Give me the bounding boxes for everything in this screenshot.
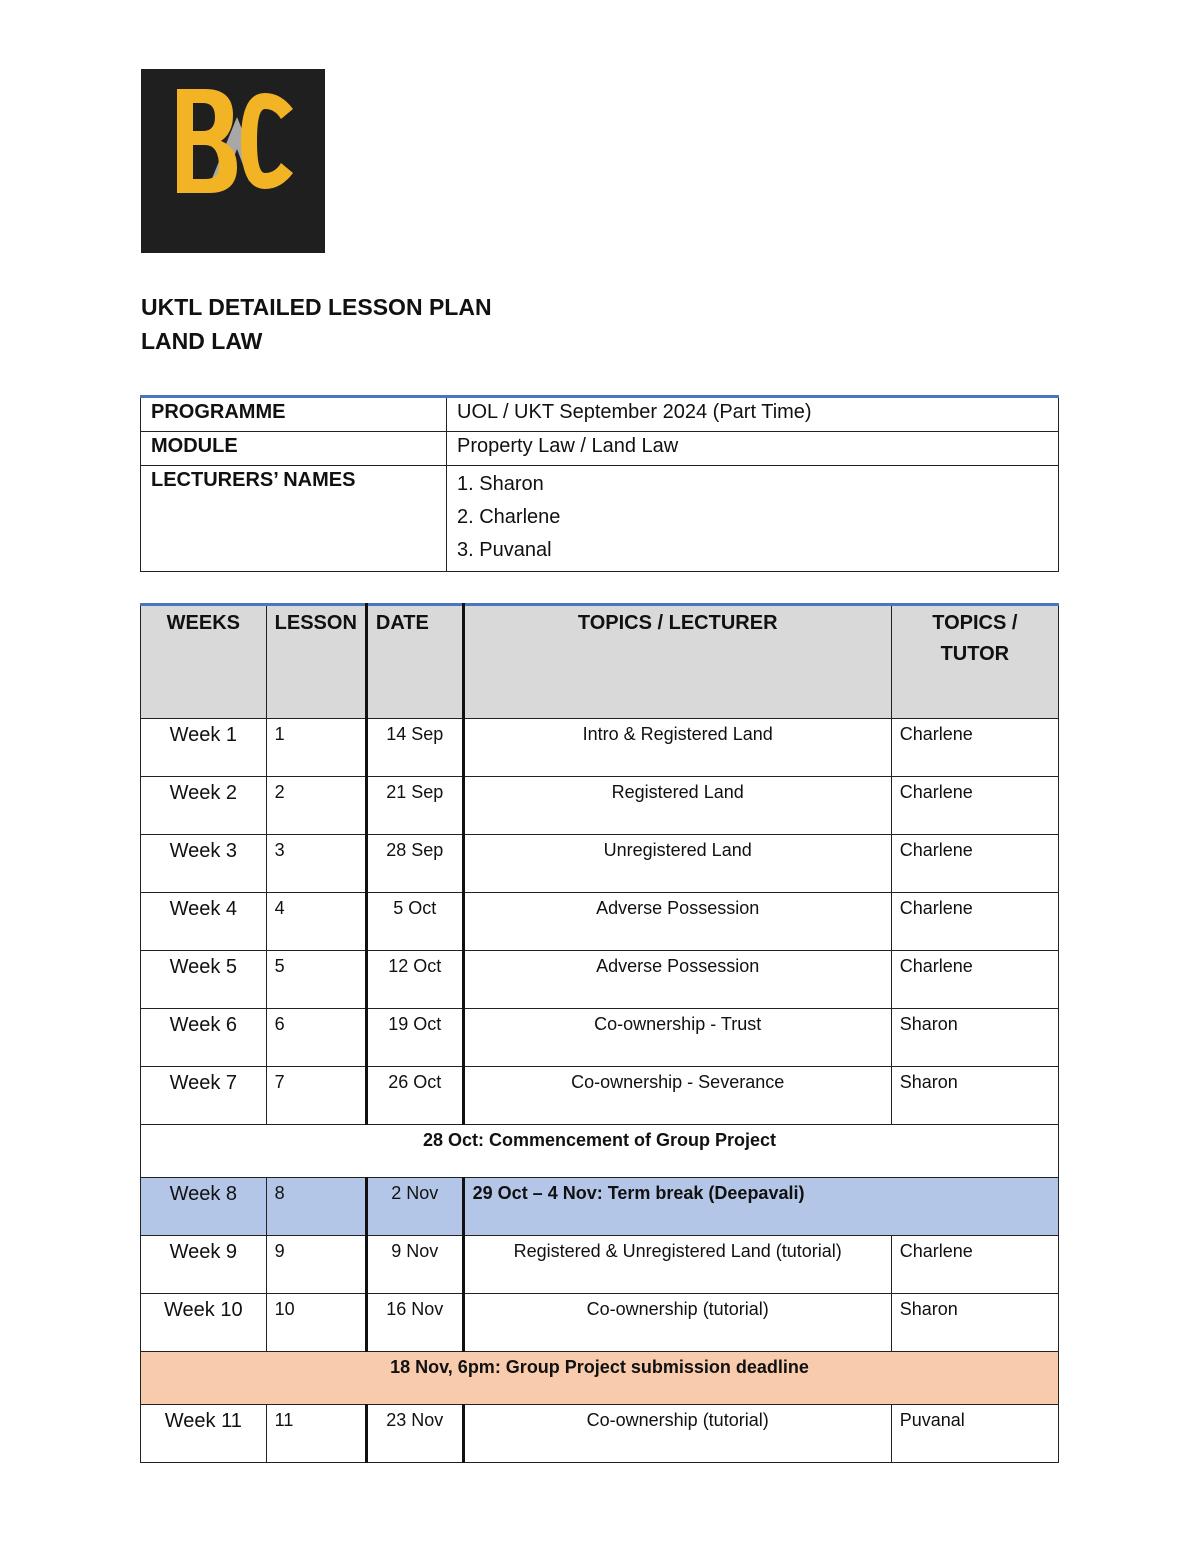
lecturer-item: 1. Sharon <box>457 473 544 495</box>
schedule-header-row <box>141 605 1059 719</box>
topic-cell: Co-ownership (tutorial) <box>463 1294 891 1352</box>
lesson-cell: 9 <box>266 1236 366 1294</box>
tutor-cell: Charlene <box>891 1236 1058 1294</box>
deadline-notice-row <box>141 1352 1059 1405</box>
date-cell: 14 Sep <box>366 719 463 777</box>
topic-cell: Adverse Possession <box>463 951 891 1009</box>
document-title <box>141 290 492 358</box>
week-cell: Week 1 <box>141 719 267 777</box>
date-cell: 5 Oct <box>366 893 463 951</box>
tutor-cell: Sharon <box>891 1294 1058 1352</box>
tutor-cell: Sharon <box>891 1009 1058 1067</box>
date-cell: 9 Nov <box>366 1236 463 1294</box>
lesson-cell: 7 <box>266 1067 366 1125</box>
week-cell: Week 5 <box>141 951 267 1009</box>
table-row <box>141 719 1059 777</box>
table-row <box>141 1009 1059 1067</box>
topic-cell: Co-ownership - Trust <box>463 1009 891 1067</box>
tutor-cell: Charlene <box>891 719 1058 777</box>
week-cell: Week 10 <box>141 1294 267 1352</box>
lecturers-label: LECTURERS’ NAMES <box>141 466 447 572</box>
programme-label: PROGRAMME <box>141 397 447 432</box>
topic-cell: Co-ownership - Severance <box>463 1067 891 1125</box>
lecturers-list <box>447 466 1059 572</box>
topic-cell: Registered & Unregistered Land (tutorial) <box>463 1236 891 1294</box>
week-cell: Week 2 <box>141 777 267 835</box>
date-cell: 28 Sep <box>366 835 463 893</box>
topic-cell: Co-ownership (tutorial) <box>463 1405 891 1463</box>
lesson-cell: 8 <box>266 1178 366 1236</box>
date-cell: 12 Oct <box>366 951 463 1009</box>
date-cell: 19 Oct <box>366 1009 463 1067</box>
bac-education-logo <box>141 69 325 303</box>
lesson-schedule-table <box>140 603 1059 1463</box>
table-row <box>141 1236 1059 1294</box>
header-date: DATE <box>366 605 463 719</box>
tutor-cell: Sharon <box>891 1067 1058 1125</box>
week-cell: Week 4 <box>141 893 267 951</box>
logo-wordmark: education <box>158 267 308 303</box>
header-topics-lecturer: TOPICS / LECTURER <box>463 605 891 719</box>
module-value: Property Law / Land Law <box>447 432 1059 466</box>
topic-cell: Intro & Registered Land <box>463 719 891 777</box>
term-break-row <box>141 1178 1059 1236</box>
lesson-cell: 5 <box>266 951 366 1009</box>
header-topics-tutor <box>891 605 1058 719</box>
week-cell: Week 11 <box>141 1405 267 1463</box>
programme-value: UOL / UKT September 2024 (Part Time) <box>447 397 1059 432</box>
lecturer-item: 2. Charlene <box>457 506 561 528</box>
header-topics-tutor-line2: TUTOR <box>940 643 1010 665</box>
bac-logo-mark <box>141 69 325 253</box>
table-row <box>141 1067 1059 1125</box>
lesson-cell: 11 <box>266 1405 366 1463</box>
date-cell: 2 Nov <box>366 1178 463 1236</box>
week-cell: Week 3 <box>141 835 267 893</box>
tutor-cell: Charlene <box>891 777 1058 835</box>
header-weeks: WEEKS <box>141 605 267 719</box>
header-lesson: LESSON <box>266 605 366 719</box>
topic-cell: Registered Land <box>463 777 891 835</box>
header-topics-tutor-line1: TOPICS / <box>932 612 1018 634</box>
table-row <box>141 777 1059 835</box>
date-cell: 26 Oct <box>366 1067 463 1125</box>
programme-info-table <box>140 395 1059 572</box>
programme-row <box>141 397 1059 432</box>
week-cell: Week 8 <box>141 1178 267 1236</box>
topic-cell: Adverse Possession <box>463 893 891 951</box>
table-row <box>141 951 1059 1009</box>
lecturer-item: 3. Puvanal <box>457 539 552 561</box>
tutor-cell: Charlene <box>891 951 1058 1009</box>
table-row <box>141 835 1059 893</box>
table-row <box>141 893 1059 951</box>
term-break-note: 29 Oct – 4 Nov: Term break (Deepavali) <box>463 1178 1058 1236</box>
lesson-cell: 1 <box>266 719 366 777</box>
week-cell: Week 9 <box>141 1236 267 1294</box>
tutor-cell: Charlene <box>891 835 1058 893</box>
lesson-cell: 2 <box>266 777 366 835</box>
tutor-cell: Charlene <box>891 893 1058 951</box>
topic-cell: Unregistered Land <box>463 835 891 893</box>
lecturers-row <box>141 466 1059 572</box>
group-project-notice: 28 Oct: Commencement of Group Project <box>141 1125 1059 1178</box>
lesson-cell: 4 <box>266 893 366 951</box>
module-row <box>141 432 1059 466</box>
table-row <box>141 1294 1059 1352</box>
lesson-cell: 6 <box>266 1009 366 1067</box>
week-cell: Week 7 <box>141 1067 267 1125</box>
table-row <box>141 1405 1059 1463</box>
date-cell: 16 Nov <box>366 1294 463 1352</box>
deadline-notice: 18 Nov, 6pm: Group Project submission deadline <box>141 1352 1059 1405</box>
date-cell: 23 Nov <box>366 1405 463 1463</box>
title-line-2: LAND LAW <box>141 328 263 354</box>
module-label: MODULE <box>141 432 447 466</box>
tutor-cell: Puvanal <box>891 1405 1058 1463</box>
date-cell: 21 Sep <box>366 777 463 835</box>
lesson-cell: 10 <box>266 1294 366 1352</box>
lesson-cell: 3 <box>266 835 366 893</box>
week-cell: Week 6 <box>141 1009 267 1067</box>
title-line-1: UKTL DETAILED LESSON PLAN <box>141 294 492 320</box>
group-project-notice-row <box>141 1125 1059 1178</box>
